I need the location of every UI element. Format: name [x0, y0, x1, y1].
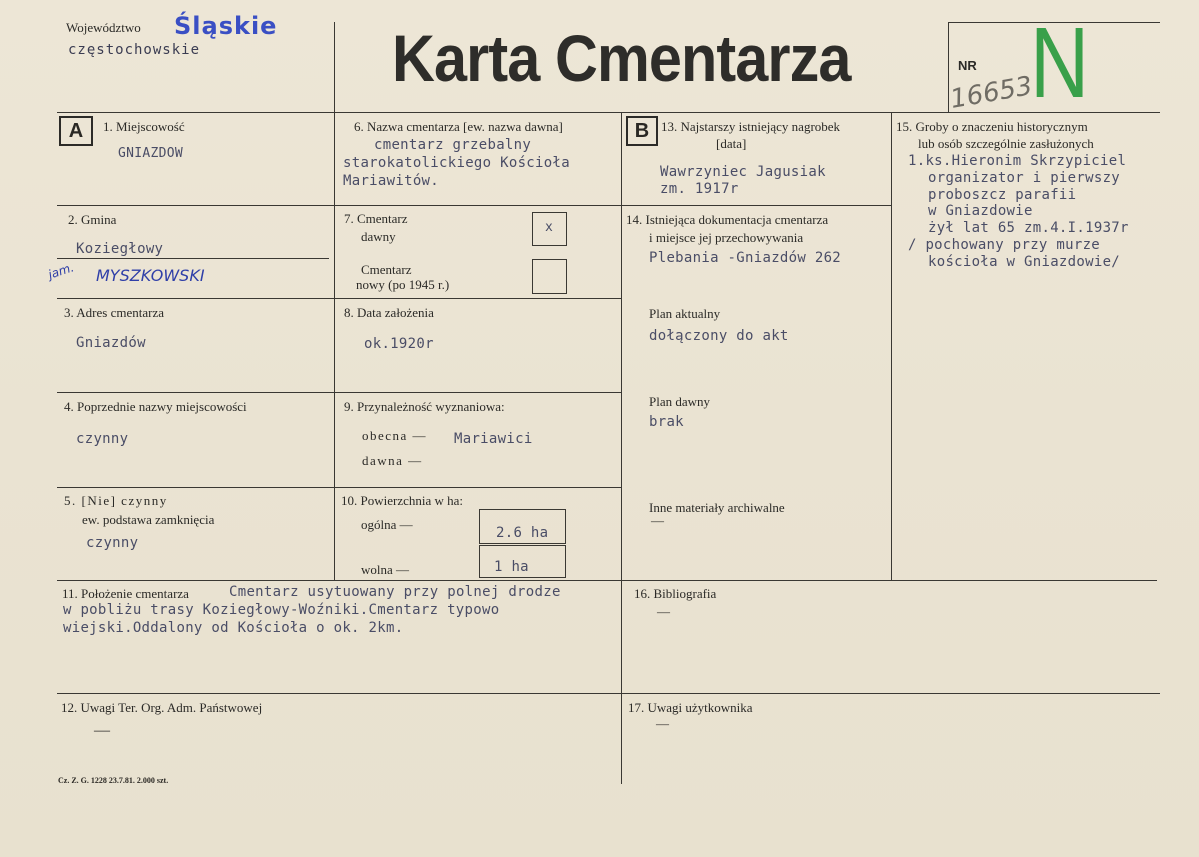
- divider-h-mid-2: [334, 298, 621, 299]
- field-15-line-3: proboszcz parafii: [928, 187, 1077, 203]
- field-16-value: —: [657, 604, 670, 619]
- divider-v-mid: [621, 112, 622, 784]
- section-b-badge: B: [626, 116, 658, 146]
- divider-h-bottom-2: [57, 693, 1160, 694]
- field-5-value: czynny: [86, 535, 139, 551]
- field-11-label: 11. Położenie cmentarza: [62, 586, 189, 601]
- field-17-label: 17. Uwagi użytkownika: [628, 700, 753, 715]
- plan-dawny-value: brak: [649, 414, 684, 430]
- field-9-obecna: obecna —: [362, 428, 428, 443]
- field-3-value: Gniazdów: [76, 335, 146, 351]
- inne-materialy-label: Inne materiały archiwalne: [649, 500, 785, 515]
- divider-h-mid-1: [334, 205, 621, 206]
- field-10-wolna-box: [479, 545, 566, 578]
- divider-h-left-1: [57, 205, 334, 206]
- divider-h-header: [57, 112, 1160, 113]
- nr-handwritten: 16653: [948, 71, 1035, 115]
- field-6-line-3: Mariawitów.: [343, 173, 440, 189]
- field-1-value: GNIAZDOW: [118, 146, 184, 161]
- field-7-nowy-label: Cmentarz: [361, 262, 412, 277]
- divider-h-left-2: [57, 298, 334, 299]
- plan-aktualny-label: Plan aktualny: [649, 306, 721, 321]
- wojewodztwo-label: Województwo: [66, 20, 141, 35]
- field-9-obecna-value: Mariawici: [454, 431, 533, 447]
- field-3-label: 3. Adres cmentarza: [64, 305, 164, 320]
- print-info: Cz. Z. G. 1228 23.7.81. 2.000 szt.: [58, 776, 169, 785]
- field-12-label: 12. Uwagi Ter. Org. Adm. Państwowej: [61, 700, 263, 715]
- field-6-label: 6. Nazwa cmentarza [ew. nazwa dawna]: [354, 119, 563, 134]
- divider-v-left: [334, 22, 335, 580]
- divider-h-left-3: [57, 392, 334, 393]
- field-15-label-2: lub osób szczególnie zasłużonych: [918, 136, 1094, 151]
- field-16-label: 16. Bibliografia: [634, 586, 717, 601]
- field-7-dawny-checkbox: [532, 212, 567, 246]
- field-15-label: 15. Groby o znaczeniu historycznym: [896, 119, 1088, 134]
- field-14-label: 14. Istniejąca dokumentacja cmentarza: [626, 212, 829, 227]
- divider-h-bottom-1: [57, 580, 1157, 581]
- field-10-label: 10. Powierzchnia w ha:: [341, 493, 464, 508]
- field-11-line-1: Cmentarz usytuowany przy polnej drodze: [229, 584, 561, 600]
- field-7-nowy-checkbox: [532, 259, 567, 294]
- field-15-line-1: 1.ks.Hieronim Skrzypiciel: [908, 153, 1127, 169]
- field-13-label-2: [data]: [716, 136, 747, 151]
- nr-letter: N: [1030, 7, 1090, 119]
- field-7-nowy: nowy (po 1945 r.): [356, 277, 450, 292]
- field-4-label: 4. Poprzednie nazwy miejscowości: [64, 399, 247, 414]
- field-11-line-2: w pobliżu trasy Koziegłowy-Woźniki.Cmentarz typowo: [63, 602, 500, 618]
- field-10-ogolna-box: [479, 509, 566, 544]
- divider-h-left-4: [57, 487, 334, 488]
- field-14-label-2: i miejsce jej przechowywania: [649, 230, 804, 245]
- field-15-line-2: organizator i pierwszy: [928, 170, 1121, 186]
- field-11-line-3: wiejski.Oddalony od Kościoła o ok. 2km.: [63, 620, 404, 636]
- field-2-value: Koziegłowy: [76, 241, 164, 257]
- field-10-wolna: wolna —: [361, 562, 410, 577]
- field-15-line-4: w Gniazdowie: [928, 203, 1033, 219]
- previous-wojewodztwo: częstochowskie: [68, 42, 201, 58]
- wojewodztwo-stamp: Śląskie: [174, 12, 278, 40]
- field-4-value: czynny: [76, 431, 129, 447]
- plan-dawny-label: Plan dawny: [649, 394, 711, 409]
- field-7-dawny-mark: x: [545, 220, 554, 235]
- field-8-value: ok.1920r: [364, 336, 434, 352]
- field-2-note-prefix: jam.: [46, 260, 76, 282]
- section-a-badge: A: [59, 116, 93, 146]
- field-9-dawna: dawna —: [362, 453, 423, 468]
- field-12-value: —: [94, 722, 110, 739]
- divider-h-mid-4: [334, 487, 621, 488]
- field-14-value: Plebania -Gniazdów 262: [649, 250, 842, 266]
- field-15-line-7: kościoła w Gniazdowie/: [928, 254, 1121, 270]
- divider-v-right: [891, 112, 892, 580]
- field-6-line-1: cmentarz grzebalny: [374, 137, 532, 153]
- divider-h-mid-3: [334, 392, 621, 393]
- field-13-label: 13. Najstarszy istniejący nagrobek: [661, 119, 841, 134]
- field-9-label: 9. Przynależność wyznaniowa:: [344, 399, 505, 414]
- divider-h-b-1: [621, 205, 891, 206]
- divider-v-nr: [948, 22, 949, 112]
- field-15-line-6: / pochowany przy murze: [908, 237, 1101, 253]
- plan-aktualny-value: dołączony do akt: [649, 328, 789, 344]
- field-7-label: 7. Cmentarz: [344, 211, 408, 226]
- divider-h-gmina-inner: [57, 258, 329, 259]
- field-8-label: 8. Data założenia: [344, 305, 434, 320]
- field-10-ogolna: ogólna —: [361, 517, 413, 532]
- field-13-line-1: Wawrzyniec Jagusiak: [660, 164, 826, 180]
- field-2-label: 2. Gmina: [68, 212, 117, 227]
- field-13-line-2: zm. 1917r: [660, 181, 739, 197]
- field-7-dawny: dawny: [361, 229, 396, 244]
- field-2-note: MYSZKOWSKI: [96, 266, 205, 285]
- field-6-line-2: starokatolickiego Kościoła: [343, 155, 570, 171]
- card-title: Karta Cmentarza: [392, 21, 851, 95]
- field-5-label-2: ew. podstawa zamknięcia: [82, 512, 215, 527]
- field-5-label: 5. [Nie] czynny: [64, 493, 168, 508]
- field-10-wolna-value: 1 ha: [494, 559, 529, 575]
- nr-label: NR: [958, 58, 977, 73]
- field-10-ogolna-value: 2.6 ha: [496, 525, 549, 541]
- field-15-line-5: żył lat 65 zm.4.I.1937r: [928, 220, 1129, 236]
- field-17-value: —: [656, 716, 669, 731]
- field-1-label: 1. Miejscowość: [103, 119, 185, 134]
- inne-materialy-value: —: [651, 513, 664, 528]
